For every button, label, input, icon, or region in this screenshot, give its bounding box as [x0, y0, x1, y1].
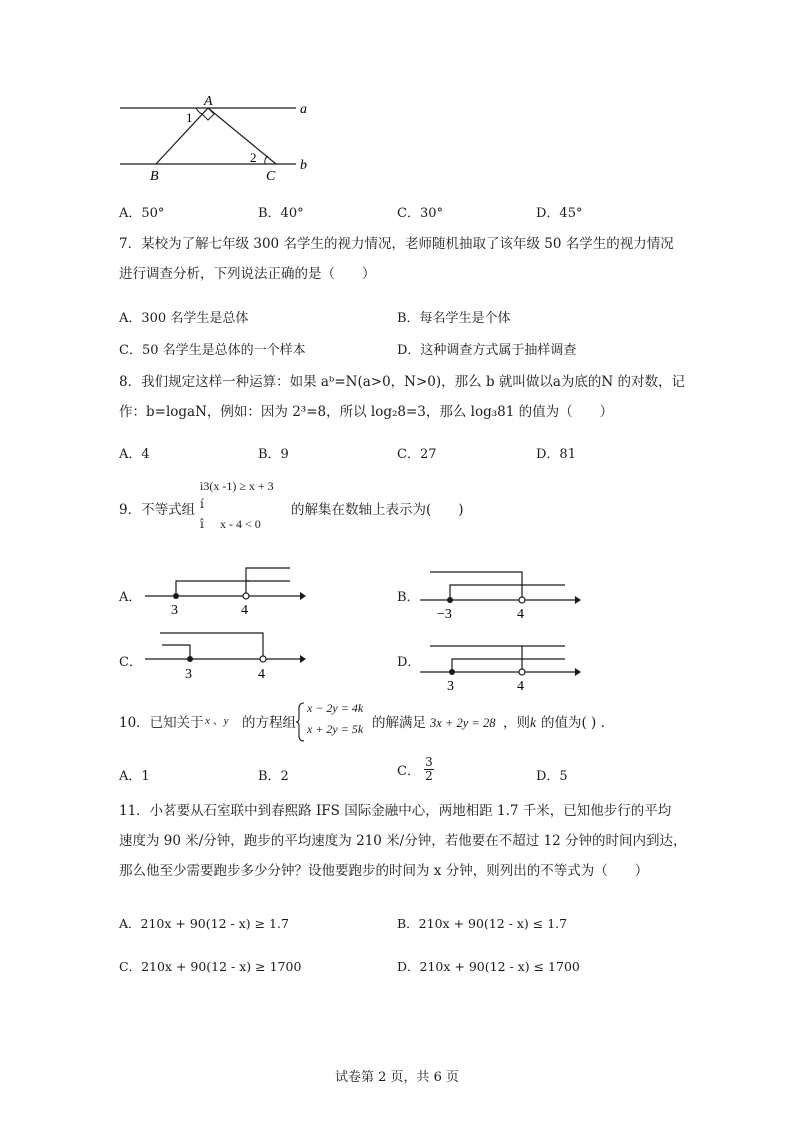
fraction-denominator: 2: [425, 769, 433, 783]
q7-text-line2: 进行调查分析，下列说法正确的是（ ）: [119, 266, 376, 282]
q10-tail: 的值为( ) .: [541, 715, 605, 731]
q10-condition: 3x + 2y = 28: [430, 716, 496, 730]
q6-option-a[interactable]: A．50°: [119, 206, 165, 221]
q10-option-c[interactable]: [397, 756, 434, 783]
q9-option-c-label[interactable]: C．: [119, 655, 142, 670]
label-B: B: [150, 169, 159, 182]
q10-prefix: 10．已知关于: [119, 715, 204, 731]
q10-mid: 的方程组: [242, 715, 296, 731]
q9-option-a-numberline[interactable]: [140, 560, 310, 620]
q9-option-c-numberline[interactable]: [140, 627, 310, 687]
q11-text-line3: 那么他至少需要跑步多少分钟？设他要跑步的时间为 x 分钟，则列出的不等式为（ ）: [119, 863, 649, 879]
q10-option-a[interactable]: A．1: [119, 769, 150, 784]
q10-system-brace: [296, 702, 306, 742]
q10-vars: x 、y: [205, 715, 229, 727]
q8-option-d[interactable]: D．81: [536, 447, 576, 462]
q9-suffix: 的解集在数轴上表示为( ): [291, 502, 464, 518]
q10-option-c-label: C．: [397, 764, 420, 779]
q9-inequality-2: x - 4 < 0: [220, 517, 261, 531]
q9-option-b-numberline[interactable]: [415, 565, 585, 625]
label-angle-2: 2: [250, 150, 257, 165]
q10-option-d[interactable]: D．5: [536, 769, 568, 784]
page-footer: 试卷第 2 页，共 6 页: [334, 1070, 460, 1085]
q10-option-b[interactable]: B．2: [258, 769, 289, 784]
q7-text-line1: 7．某校为了解七年级 300 名学生的视力情况，老师随机抽取了该年级 50 名学生的视力情况: [119, 236, 674, 252]
q6-option-d[interactable]: D．45°: [536, 206, 583, 221]
q10-equation-2: x + 2y = 5k: [307, 722, 364, 736]
q7-option-a[interactable]: A．300 名学生是总体: [119, 311, 249, 326]
q6-option-b[interactable]: B．40°: [258, 206, 304, 221]
q7-option-b[interactable]: B．每名学生是个体: [397, 311, 511, 326]
q9-option-d-label[interactable]: D．: [397, 655, 421, 670]
q9-inequality-1: ì3(x -1) ≥ x + 3: [200, 479, 274, 493]
q11-option-d[interactable]: D．210x + 90(12 - x) ≤ 1700: [397, 959, 580, 974]
q9c-tick-4: 4: [258, 667, 265, 682]
q9a-tick-3: 3: [171, 603, 178, 618]
q10-k: k: [530, 715, 536, 730]
q8-text-line2: 作：b=logaN，例如：因为 2³=8，所以 log₂8=3，那么 log₃81 的值为（ ）: [119, 404, 614, 420]
label-angle-1: 1: [186, 110, 193, 125]
q9a-tick-4: 4: [241, 603, 248, 618]
q7-option-d[interactable]: D．这种调查方式属于抽样调查: [397, 343, 577, 358]
q9d-tick-3: 3: [447, 679, 454, 692]
q7-option-c[interactable]: C．50 名学生是总体的一个样本: [119, 343, 306, 358]
q10-cond-pre: 的解满足: [372, 715, 426, 731]
q9b-tick-4: 4: [517, 607, 524, 622]
q6-option-c[interactable]: C．30°: [397, 206, 443, 221]
q11-text-line1: 11．小茗要从石室联中到春熙路 IFS 国际金融中心，两地相距 1.7 千米，已知他步行的平均: [119, 803, 672, 819]
label-line-a: a: [300, 102, 307, 117]
parallel-lines-triangle-figure: [110, 92, 330, 182]
q11-option-c[interactable]: C．210x + 90(12 - x) ≥ 1700: [119, 959, 302, 974]
q8-option-c[interactable]: C．27: [397, 447, 437, 462]
q9-option-a-label[interactable]: A．: [119, 590, 142, 605]
q9c-tick-3: 3: [185, 667, 192, 682]
q9-brace-bot: î: [200, 517, 204, 531]
q9-prefix: 9．不等式组: [119, 502, 196, 518]
q11-option-a[interactable]: A．210x + 90(12 - x) ≥ 1.7: [119, 916, 289, 931]
q9-option-b-label[interactable]: B．: [397, 590, 420, 605]
q10-cond-post: ，则: [503, 715, 530, 731]
label-line-b: b: [300, 158, 307, 173]
label-C: C: [266, 169, 276, 182]
fraction-numerator: 3: [425, 755, 433, 769]
q8-text-line1: 8．我们规定这样一种运算：如果 aᵇ=N(a>0，N>0)，那么 b 就叫做以a为底的N 的对数，记: [119, 374, 686, 390]
q9-brace-mid: í: [200, 497, 204, 511]
q10-equation-1: x − 2y = 4k: [307, 701, 364, 715]
q11-option-b[interactable]: B．210x + 90(12 - x) ≤ 1.7: [397, 916, 568, 931]
q9d-tick-4: 4: [517, 679, 524, 692]
q10-option-c-fraction: [424, 756, 434, 783]
q9-option-d-numberline[interactable]: [415, 640, 585, 692]
q8-option-b[interactable]: B．9: [258, 447, 289, 462]
q8-option-a[interactable]: A．4: [119, 447, 150, 462]
q9b-tick-neg3: −3: [437, 607, 452, 622]
label-A: A: [204, 94, 213, 109]
q11-text-line2: 速度为 90 米/分钟，跑步的平均速度为 210 米/分钟，若他要在不超过 12 分钟的时间内到达，: [119, 833, 687, 849]
